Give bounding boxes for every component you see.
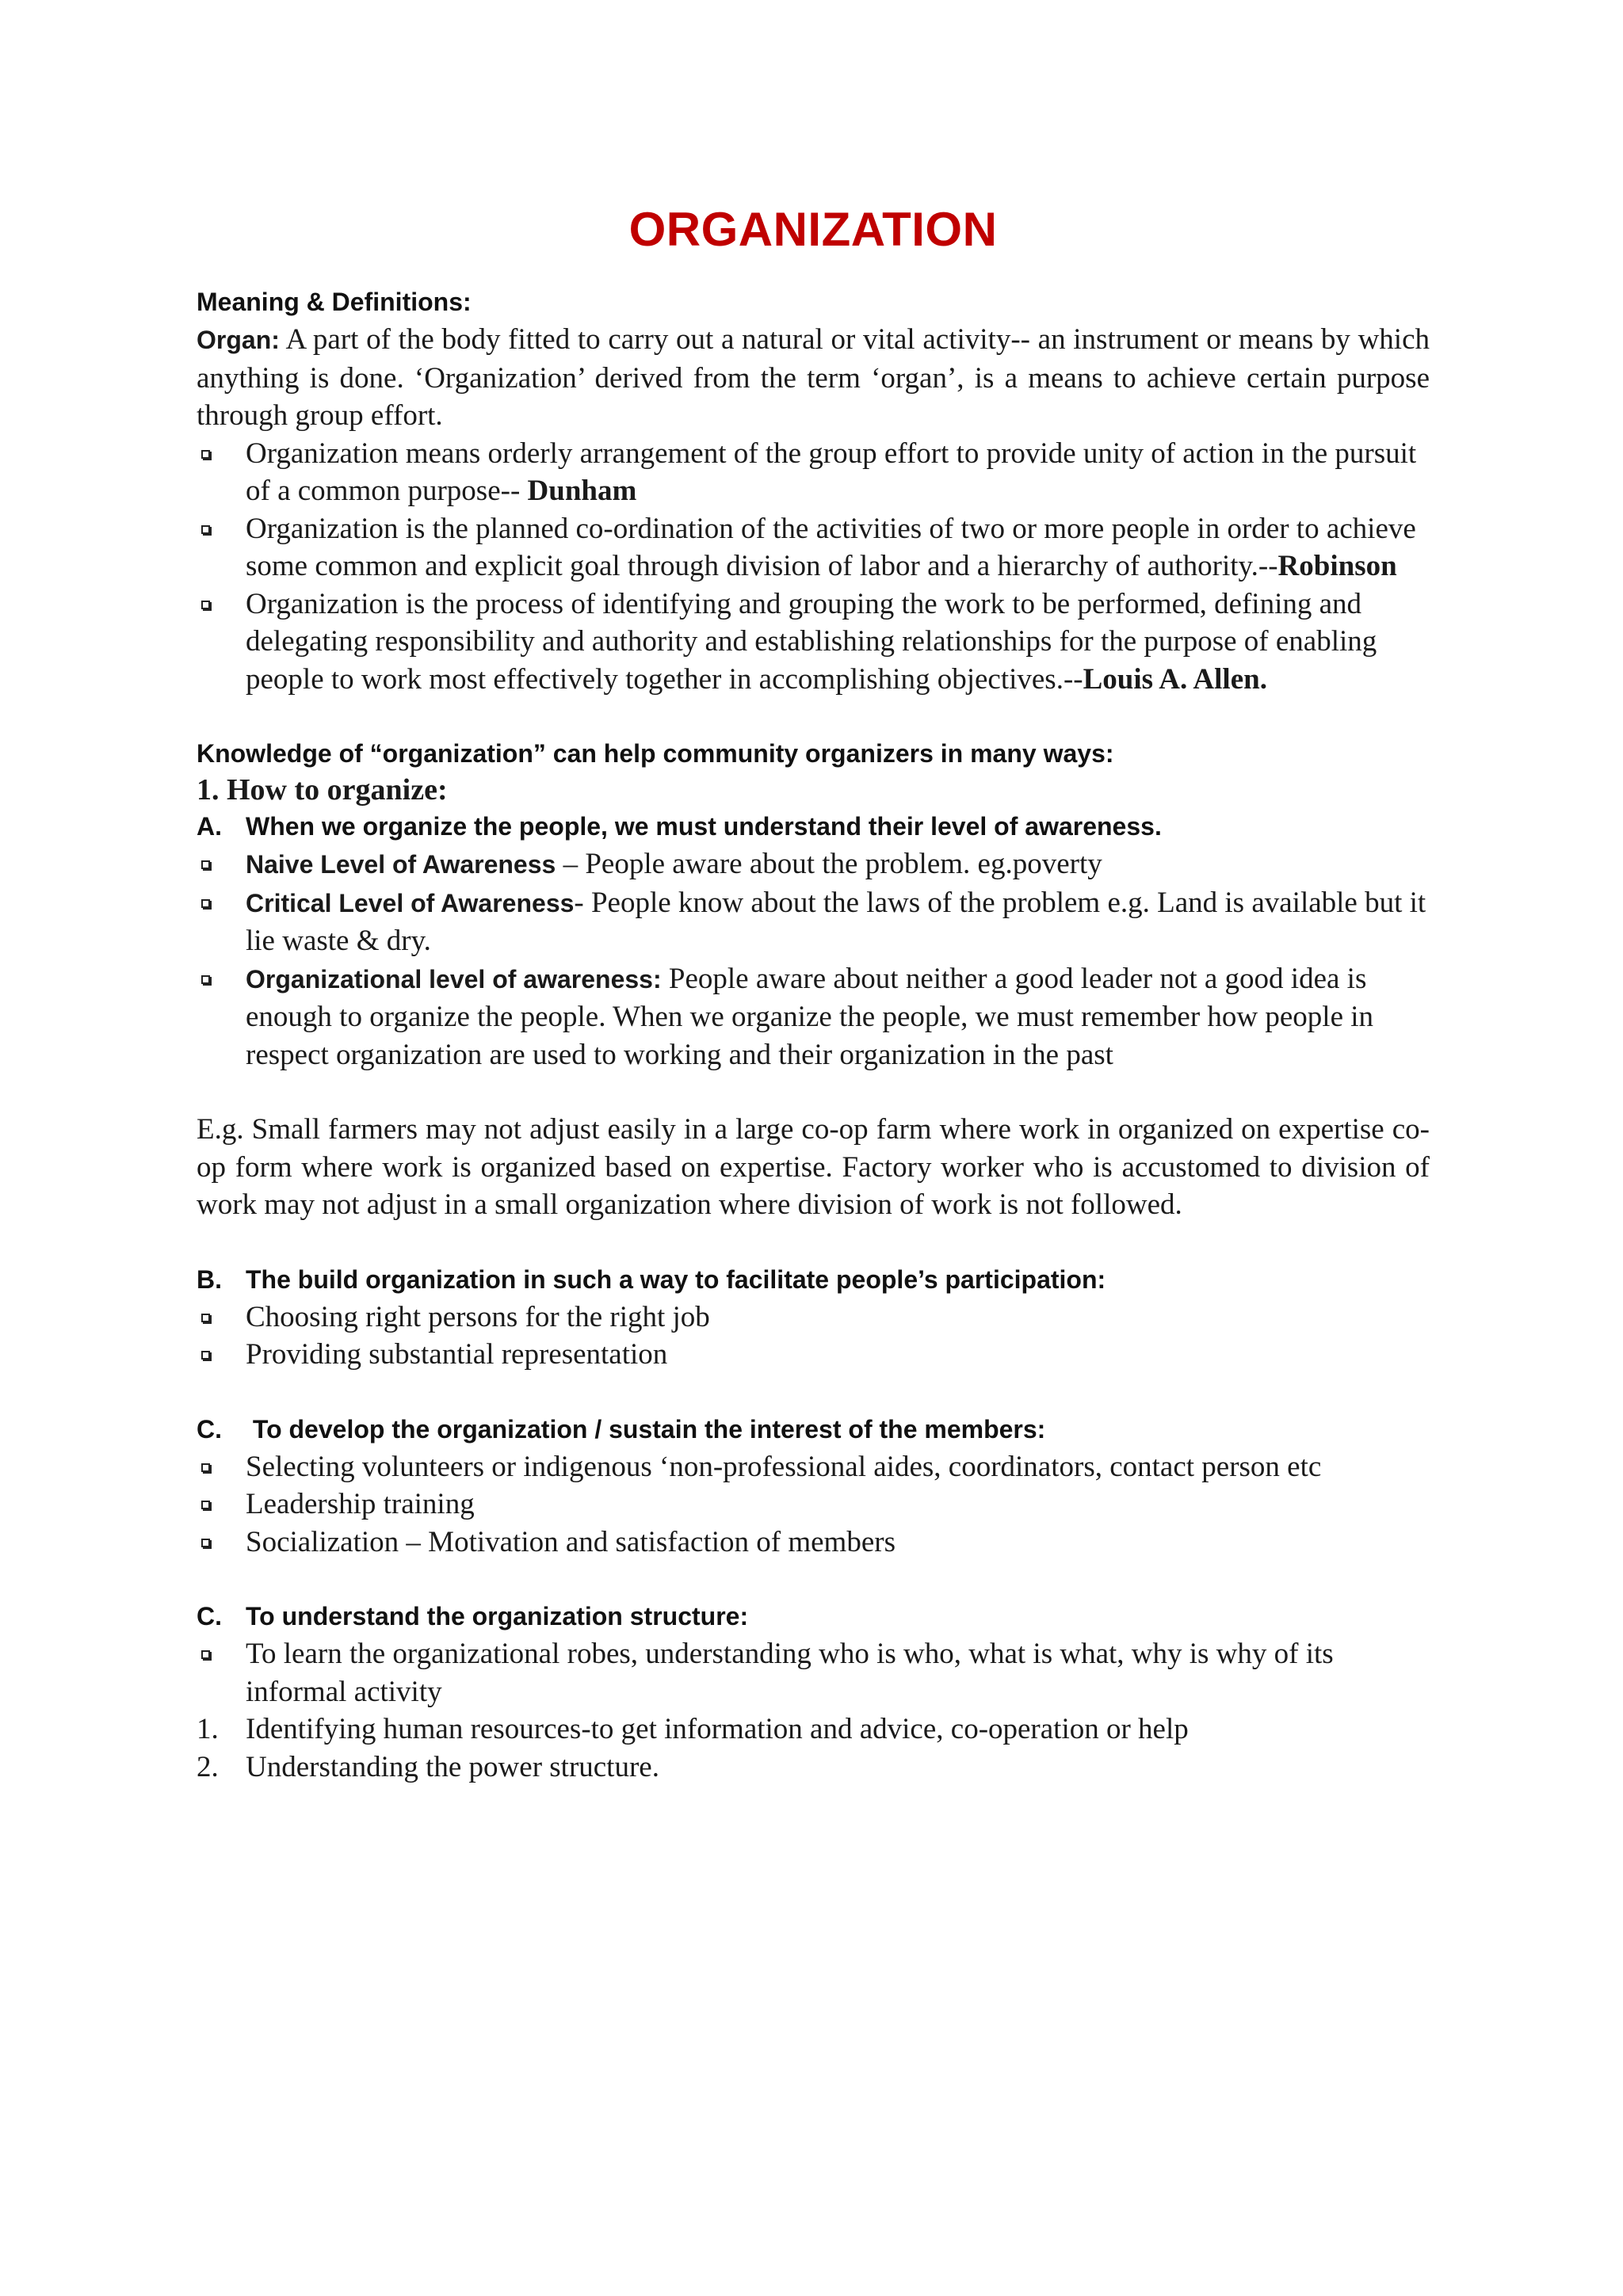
definition-author: Louis A. Allen. bbox=[1083, 662, 1267, 696]
section-a-heading: A. When we organize the people, we must understand their level of awareness. bbox=[197, 812, 1162, 841]
checkbox-bullet-icon bbox=[201, 1463, 210, 1472]
awareness-item: Critical Level of Awareness- People know about the laws of the problem e.g. Land is available but it lie waste & dry. bbox=[197, 884, 1430, 960]
checkbox-bullet-icon bbox=[201, 450, 210, 459]
section-c-develop-heading: C. To develop the organization / sustain the interest of the members: bbox=[197, 1414, 1046, 1444]
checkbox-bullet-icon bbox=[201, 975, 210, 984]
organ-label: Organ: bbox=[197, 326, 280, 354]
list-item: Selecting volunteers or indigenous ‘non-professional aides, coordinators, contact person etc bbox=[197, 1448, 1430, 1486]
list-item: To learn the organizational robes, understanding who is who, what is what, why is why of its informal activity bbox=[197, 1635, 1430, 1711]
checkbox-bullet-icon bbox=[201, 1539, 210, 1547]
definition-item: Organization means orderly arrangement of the group effort to provide unity of action in the pursuit of a common purpose-- Dunham bbox=[197, 435, 1430, 510]
awareness-label: Organizational level of awareness: bbox=[246, 964, 662, 994]
checkbox-bullet-icon bbox=[201, 899, 210, 908]
numbered-item: 1. Identifying human resources-to get information and advice, co-operation or help bbox=[197, 1713, 1189, 1745]
section-b-heading: B. The build organization in such a way to facilitate people’s participation: bbox=[197, 1264, 1106, 1294]
checkbox-bullet-icon bbox=[201, 860, 210, 869]
list-item: Leadership training bbox=[197, 1486, 1430, 1524]
checkbox-bullet-icon bbox=[201, 601, 210, 609]
definition-author: Dunham bbox=[527, 475, 637, 507]
checkbox-bullet-icon bbox=[201, 1650, 210, 1659]
list-item: Choosing right persons for the right job bbox=[197, 1299, 1430, 1337]
meaning-heading: Meaning & Definitions: bbox=[197, 288, 472, 316]
awareness-item: Organizational level of awareness: People aware about neither a good leader not a good idea is enough to organize the people. When we organize the people, we must remember how people in respect organization are used to working and their organization in the past bbox=[197, 960, 1430, 1074]
awareness-label: Naive Level of Awareness bbox=[246, 850, 556, 879]
organ-text: A part of the body fitted to carry out a natural or vital activity-- an instrument or means by which anything is done. ‘Organization’ derived from the term ‘organ’, is a means to achieve certain purpose through group effort. bbox=[197, 323, 1430, 432]
checkbox-bullet-icon bbox=[201, 525, 210, 534]
list-item: Providing substantial representation bbox=[197, 1336, 1430, 1374]
awareness-item: Naive Level of Awareness – People aware about the problem. eg.poverty bbox=[197, 845, 1430, 884]
section-c-structure-heading: C. To understand the organization structure: bbox=[197, 1602, 749, 1630]
definition-item: Organization is the planned co-ordination of the activities of two or more people in order to achieve some common and explicit goal through division of labor and a hierarchy of authority.--Robinson bbox=[197, 510, 1430, 585]
checkbox-bullet-icon bbox=[201, 1351, 210, 1360]
numbered-item: 2. Understanding the power structure. bbox=[197, 1750, 659, 1783]
definition-item: Organization is the process of identifying and grouping the work to be performed, defining and delegating responsibility and authority and establishing relationships for the purpose of enabling people to work most effectively together in accomplishing objectives.--Louis A. Allen. bbox=[197, 585, 1430, 699]
organ-paragraph bbox=[197, 321, 1430, 435]
example-paragraph: E.g. Small farmers may not adjust easily in a large co-op farm where work in organized on expertise co-op form where work is organized based on expertise. Factory worker who is accustomed to division of work may not adjust in a small organization where division of work is not followed. bbox=[197, 1113, 1430, 1221]
definition-author: Robinson bbox=[1277, 550, 1397, 582]
how-to-organize-heading: 1. How to organize: bbox=[197, 773, 448, 807]
awareness-label: Critical Level of Awareness bbox=[246, 888, 575, 917]
checkbox-bullet-icon bbox=[201, 1314, 210, 1322]
checkbox-bullet-icon bbox=[201, 1501, 210, 1509]
knowledge-heading: Knowledge of “organization” can help community organizers in many ways: bbox=[197, 739, 1114, 768]
list-item: Socialization – Motivation and satisfaction of members bbox=[197, 1524, 1430, 1562]
document-page bbox=[197, 198, 1430, 1786]
page-title: ORGANIZATION bbox=[628, 203, 998, 256]
